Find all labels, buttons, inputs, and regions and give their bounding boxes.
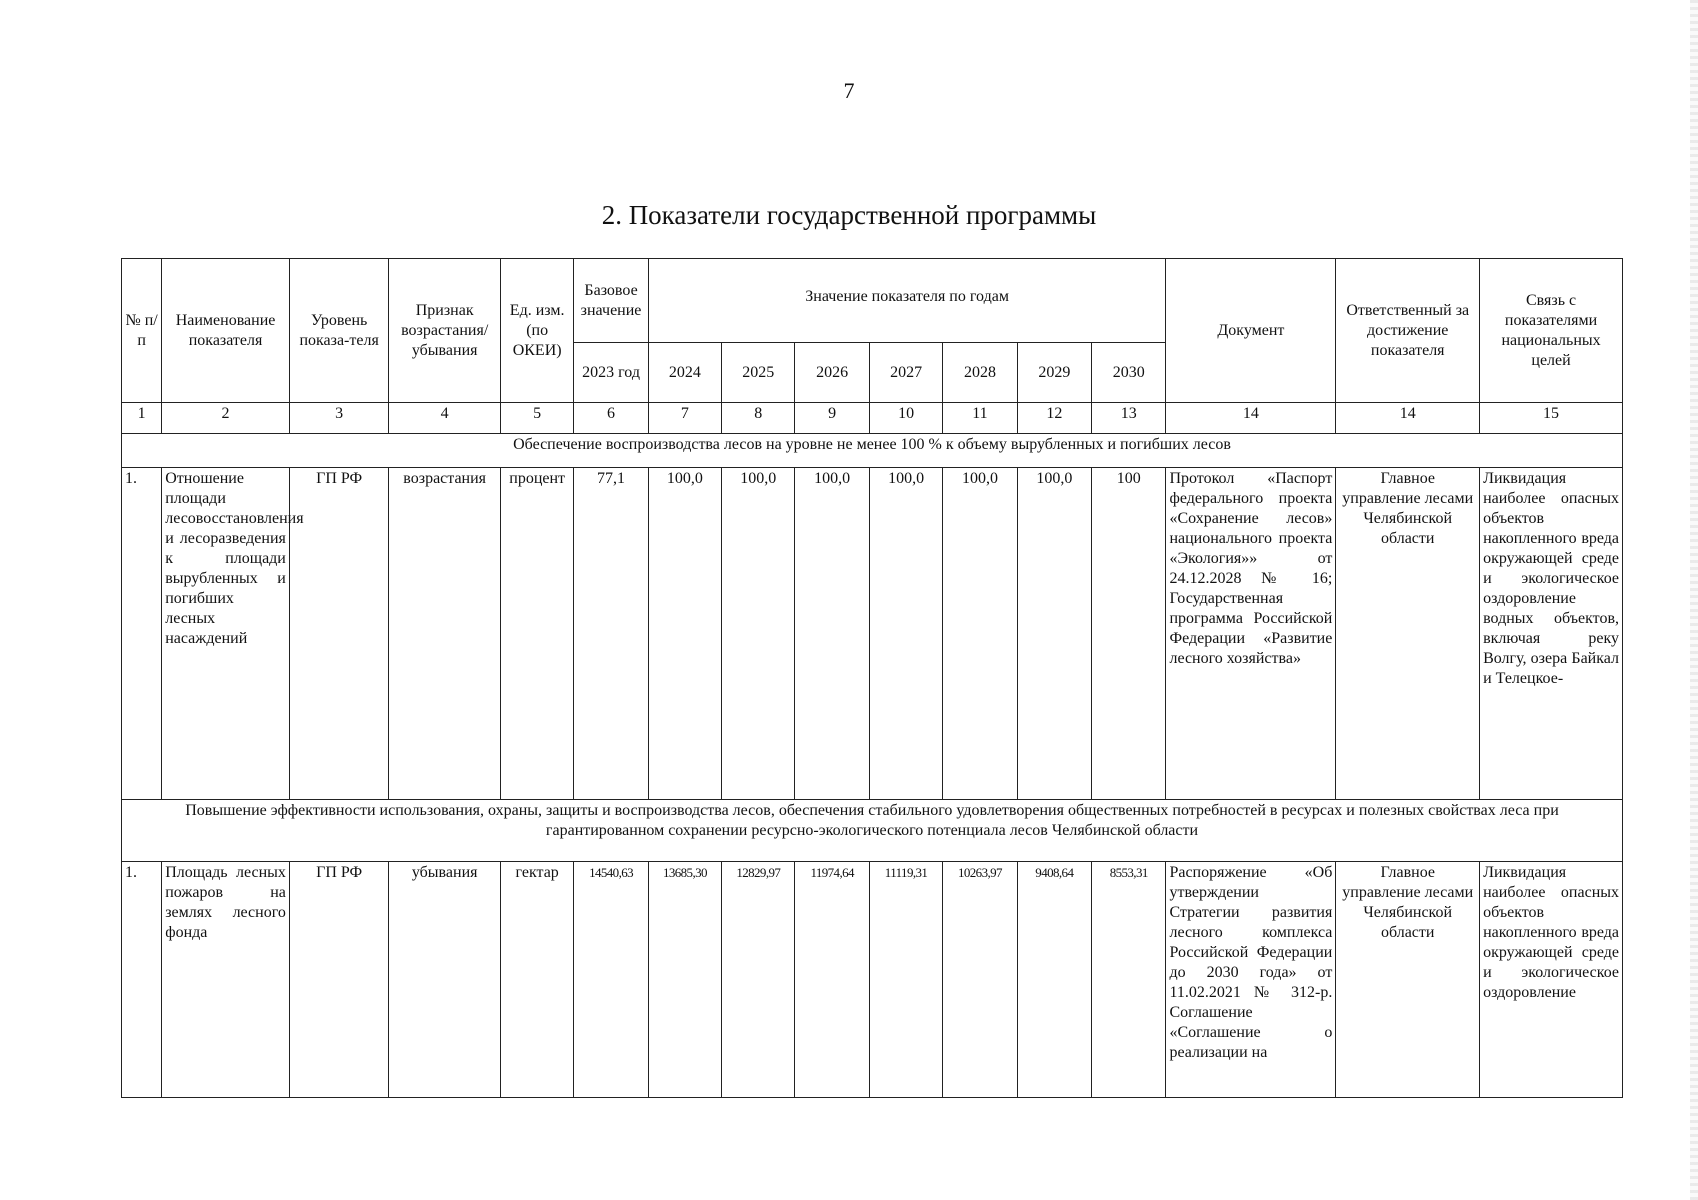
header-link: Связь с показателями национальных целей [1480,259,1623,403]
indicator-document: Протокол «Паспорт федерального проекта «Сохранение лесов» национального проекта «Экология»» от 24.12.2028 № 16; Государственная программа Российской Федерации «Развитие лесного хозяйства» [1166,468,1336,800]
indicators-table [121,258,1623,1098]
indicator-value: 100,0 [943,468,1017,800]
row-num: 1. [122,862,162,1098]
column-index: 8 [722,403,795,434]
header-num: № п/п [122,259,162,403]
header-year: 2027 [869,343,942,403]
indicator-document: Распоряжение «Об утверждении Стратегии развития лесного комплекса Российской Федерации до 2030 года» от 11.02.2021 № 312-р. Соглашение «Соглашение о реализации на [1166,862,1336,1098]
indicator-value: 100,0 [1017,468,1091,800]
indicator-value: 12829,97 [722,862,795,1098]
page-number: 7 [843,78,855,103]
header-by-years: Значение показателя по годам [648,259,1166,343]
indicator-value: 11119,31 [869,862,942,1098]
indicator-link: Ликвидация наиболее опасных объектов накопленного вреда окружающей среде и экологическое оздоровление [1480,862,1623,1098]
header-name: Наименование показателя [162,259,290,403]
indicator-value: 11974,64 [795,862,869,1098]
indicator-level: ГП РФ [289,862,389,1098]
column-index: 14 [1336,403,1480,434]
header-year: 2025 [722,343,795,403]
column-index: 4 [389,403,501,434]
column-index: 15 [1480,403,1623,434]
row-num: 1. [122,468,162,800]
column-index: 10 [869,403,942,434]
indicator-base: 14540,63 [574,862,648,1098]
column-index: 7 [648,403,721,434]
indicator-link: Ликвидация наиболее опасных объектов накопленного вреда окружающей среде и экологическое оздоровление водных объектов, включая реку Волгу, озера Байкал и Телецкое- [1480,468,1623,800]
column-index: 5 [500,403,573,434]
indicator-responsible: Главное управление лесами Челябинской области [1336,862,1480,1098]
header-base: Базовое значение [574,259,648,343]
section-title: Повышение эффективности использования, охраны, защиты и воспроизводства лесов, обеспечения стабильного удовлетворения общественных потребностей в ресурсах и полезных свойствах леса при гарантированном сохранении ресурсно-экологического потенциала лесов Челябинской области [122,800,1623,862]
indicator-responsible: Главное управление лесами Челябинской области [1336,468,1480,800]
column-index: 13 [1092,403,1166,434]
header-year: 2028 [943,343,1017,403]
table-row [122,468,1623,800]
scan-edge-artifact [1690,0,1698,1200]
header-year: 2030 [1092,343,1166,403]
indicator-value: 100,0 [648,468,721,800]
indicator-level: ГП РФ [289,468,389,800]
column-index: 12 [1017,403,1091,434]
column-index: 1 [122,403,162,434]
indicator-value: 100,0 [869,468,942,800]
indicator-trend: убывания [389,862,501,1098]
indicator-value: 100 [1092,468,1166,800]
table-row [122,862,1623,1098]
header-year: 2026 [795,343,869,403]
indicator-trend: возрастания [389,468,501,800]
column-index: 6 [574,403,648,434]
column-index-row [122,403,1623,434]
indicator-value: 100,0 [795,468,869,800]
header-base-year: 2023 год [574,343,648,403]
indicator-value: 13685,30 [648,862,721,1098]
indicator-unit: гектар [500,862,573,1098]
header-responsible: Ответственный за достижение показателя [1336,259,1480,403]
header-trend: Признак возрастания/ убывания [389,259,501,403]
indicator-value: 100,0 [722,468,795,800]
section-title: Обеспечение воспроизводства лесов на уровне не менее 100 % к объему вырубленных и погибших лесов [122,434,1623,468]
column-index: 9 [795,403,869,434]
header-row-1 [122,259,1623,343]
indicator-value: 10263,97 [943,862,1017,1098]
section-row [122,434,1623,468]
document-title: 2. Показатели государственной программы [601,200,1097,230]
indicator-unit: процент [500,468,573,800]
header-year: 2029 [1017,343,1091,403]
section-row [122,800,1623,862]
header-year: 2024 [648,343,721,403]
indicator-value: 8553,31 [1092,862,1166,1098]
header-document: Документ [1166,259,1336,403]
indicator-name: Площадь лесных пожаров на землях лесного фонда [162,862,290,1098]
header-unit: Ед. изм. (по ОКЕИ) [500,259,573,403]
indicator-value: 9408,64 [1017,862,1091,1098]
column-index: 2 [162,403,290,434]
column-index: 3 [289,403,389,434]
header-level: Уровень показа-теля [289,259,389,403]
indicator-base: 77,1 [574,468,648,800]
column-index: 14 [1166,403,1336,434]
column-index: 11 [943,403,1017,434]
indicator-name: Отношение площади лесовосстановления и лесоразведения к площади вырубленных и погибших лесных насаждений [162,468,290,800]
